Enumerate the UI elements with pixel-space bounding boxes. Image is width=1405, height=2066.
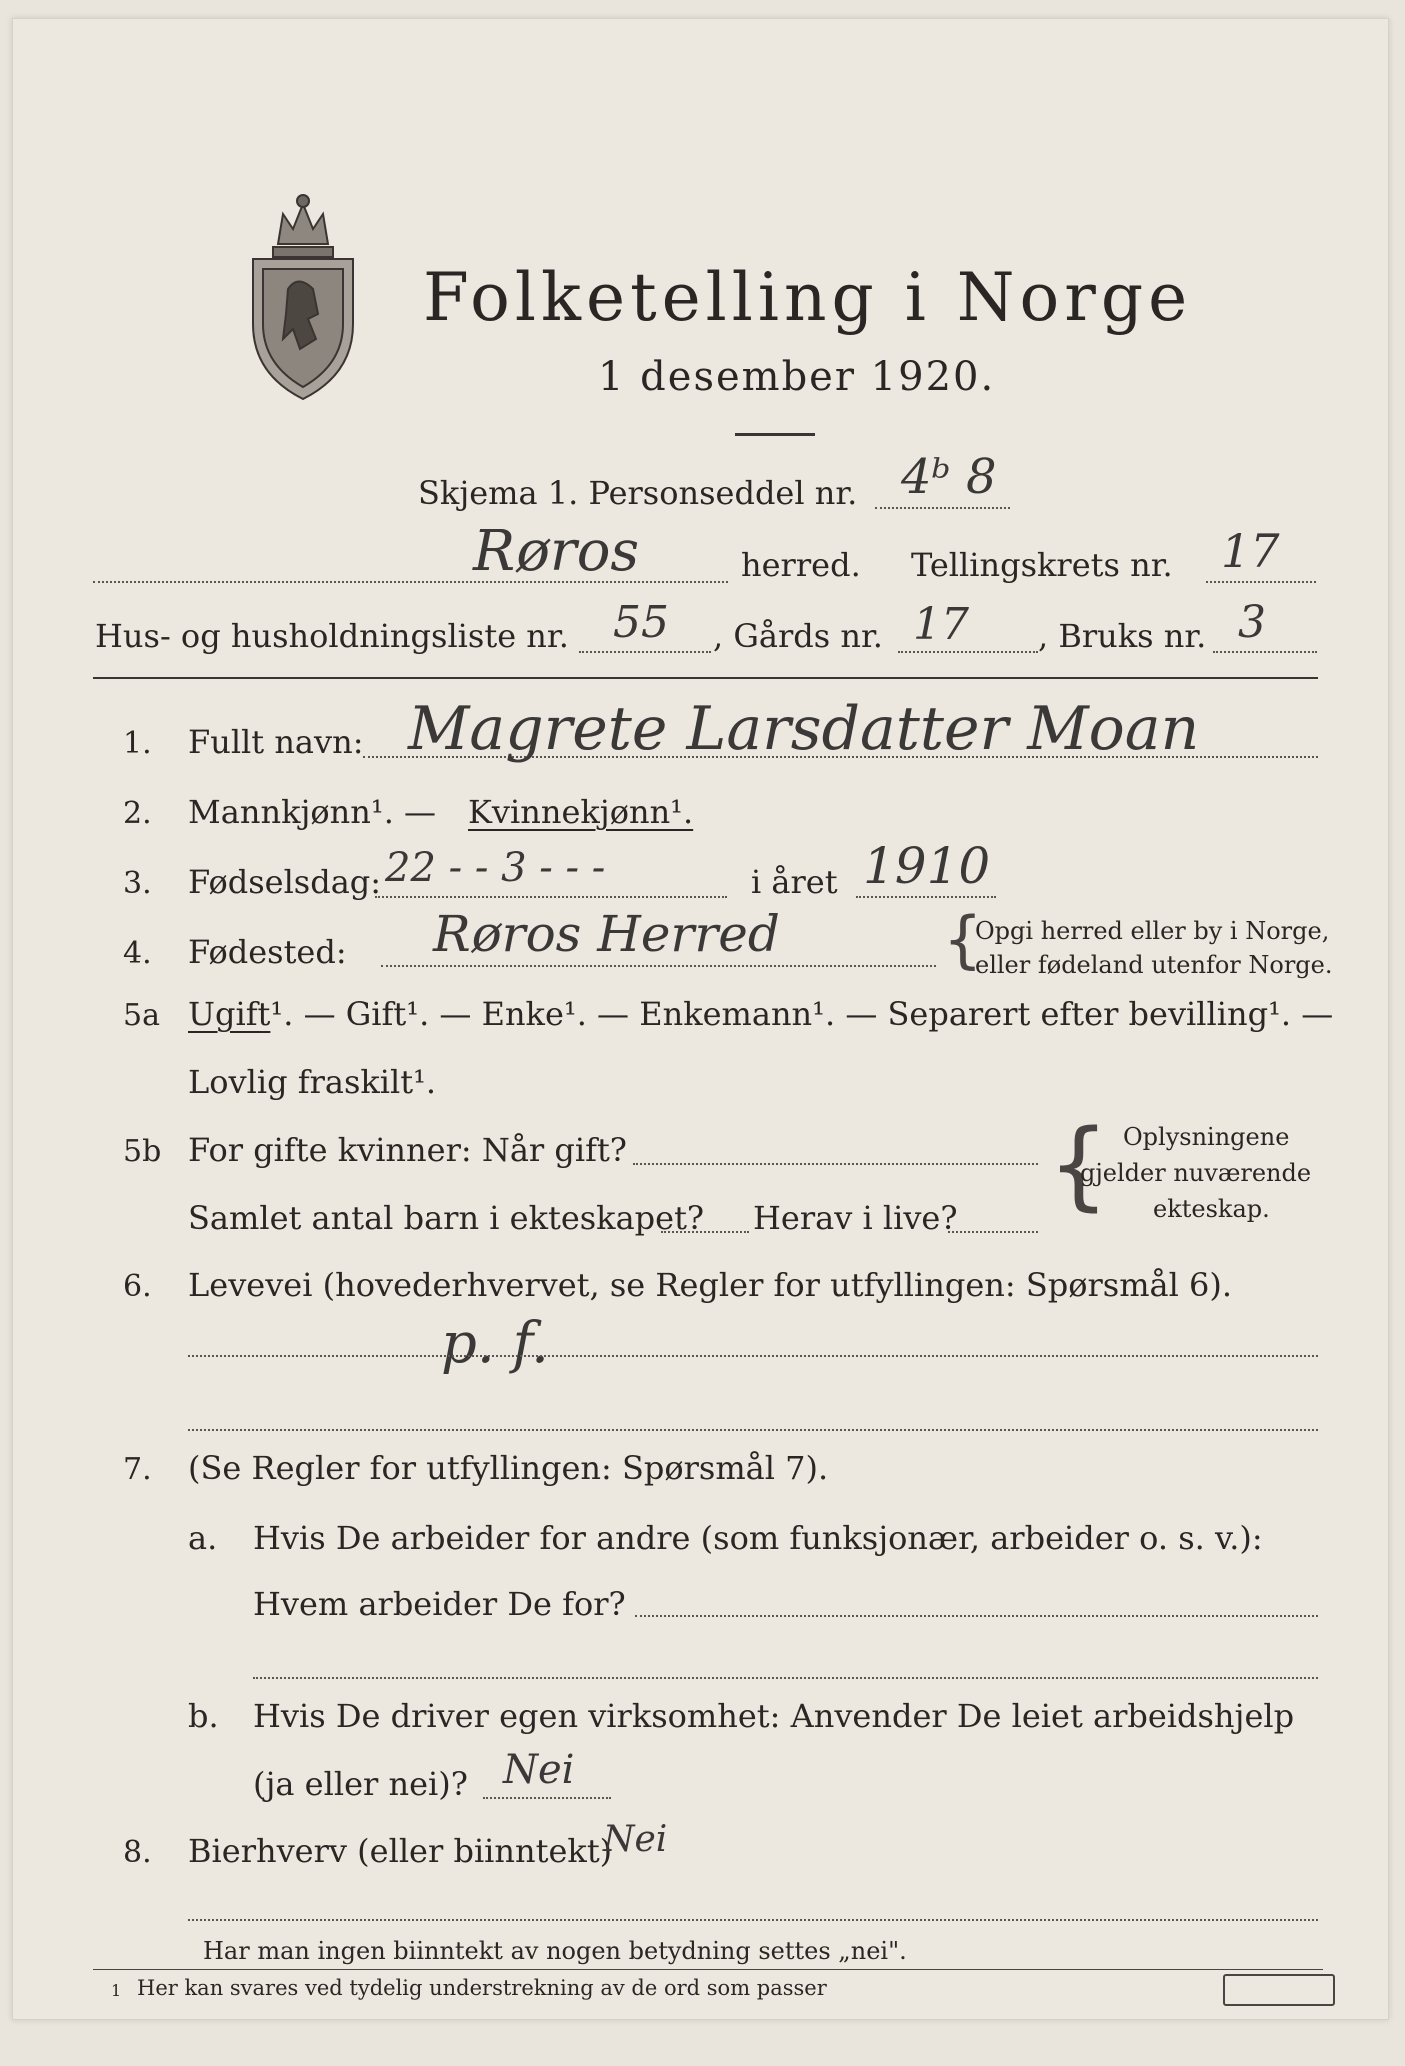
nei-note: Har man ingen biinntekt av nogen betydning settes „nei".: [203, 1937, 907, 1965]
q2-number: 2.: [123, 796, 152, 831]
q7-b-value[interactable]: Nei: [503, 1747, 575, 1793]
schema-label: Skjema 1. Personseddel nr.: [418, 474, 858, 512]
q7-a-line-1: Hvis De arbeider for andre (som funksjonær, arbeider o. s. v.):: [253, 1519, 1263, 1557]
q7-b-number: b.: [188, 1697, 219, 1735]
q5b-label-2: Samlet antal barn i ekteskapet?: [188, 1199, 705, 1237]
page-title: Folketelling i Norge: [423, 259, 1193, 336]
q5b-note-2: gjelder nuværende: [1080, 1159, 1312, 1187]
coat-of-arms-icon: [238, 189, 368, 404]
full-name-value[interactable]: Magrete Larsdatter Moan: [408, 694, 1200, 764]
gards-label: , Gårds nr.: [713, 617, 883, 655]
q5b-number: 5b: [123, 1134, 162, 1169]
gards-line: [898, 651, 1038, 653]
q5b-line-1: [633, 1163, 1038, 1165]
q8-value[interactable]: Nei: [603, 1819, 668, 1860]
q4-label: Fødested:: [188, 933, 347, 971]
q2-female-wrap: [468, 793, 693, 831]
census-form: [12, 18, 1389, 2020]
q7-a-answer-line-2: [253, 1677, 1318, 1679]
bruks-value[interactable]: 3: [1238, 597, 1266, 648]
page-subtitle: 1 desember 1920.: [598, 354, 996, 400]
q7-b-line-1: Hvis De driver egen virksomhet: Anvender De leiet arbeidshjelp: [253, 1697, 1295, 1735]
q5b-note-3: ekteskap.: [1153, 1195, 1270, 1223]
q3-label: Fødselsdag:: [188, 863, 382, 901]
q5a-options: [188, 995, 1333, 1033]
birthplace-value[interactable]: Røros Herred: [433, 905, 780, 963]
herred-label: herred.: [741, 546, 861, 584]
q5b-brace: {: [1048, 1109, 1110, 1221]
q5a-rest: ¹. — Gift¹. — Enke¹. — Enkemann¹. — Separert efter bevilling¹. —: [270, 995, 1334, 1033]
q1-label: Fullt navn:: [188, 723, 364, 761]
q7-b-answer-line: [483, 1797, 611, 1799]
q4-note-2: eller fødeland utenfor Norge.: [975, 951, 1333, 979]
hus-line: [579, 651, 711, 653]
krets-label: Tellingskrets nr.: [911, 546, 1173, 584]
herred-value[interactable]: Røros: [473, 519, 640, 584]
footnote-divider: [93, 1969, 1323, 1970]
gards-value[interactable]: 17: [913, 599, 969, 650]
q8-number: 8.: [123, 1835, 152, 1870]
footnote-text: Her kan svares ved tydelig understrekning av de ord som passer: [137, 1976, 827, 2000]
q7-a-answer-line-1: [635, 1615, 1318, 1617]
q6-line-1: [188, 1355, 1318, 1357]
q5b-label-3: Herav i live?: [753, 1199, 958, 1237]
q8-label: Bierhverv (eller biinntekt): [188, 1832, 613, 1870]
q4-line: [381, 965, 936, 967]
q5b-line-3: [948, 1231, 1038, 1233]
title-divider: [735, 433, 815, 436]
birthdate-value[interactable]: 22 - - 3 - - -: [385, 845, 606, 891]
krets-value[interactable]: 17: [1221, 524, 1280, 578]
schema-value[interactable]: 4ᵇ 8: [901, 449, 997, 505]
q6-label: Levevei (hovederhvervet, se Regler for utfyllingen: Spørsmål 6).: [188, 1266, 1233, 1304]
birth-year-value[interactable]: 1910: [863, 837, 991, 895]
q8-line: [188, 1919, 1318, 1921]
schema-line: [875, 507, 1010, 509]
occupation-value[interactable]: p. f.: [441, 1311, 549, 1376]
bruks-label: , Bruks nr.: [1038, 617, 1207, 655]
q5b-label-1: For gifte kvinner: Når gift?: [188, 1131, 627, 1169]
footnote-mark: 1: [111, 1981, 122, 2000]
q3-line: [375, 896, 727, 898]
q4-brace: {: [943, 903, 983, 976]
hus-label: Hus- og husholdningsliste nr.: [95, 617, 569, 655]
q7-a-line-2: Hvem arbeider De for?: [253, 1585, 626, 1623]
q3-year-line: [856, 896, 996, 898]
q5a-line2: Lovlig fraskilt¹.: [188, 1063, 437, 1101]
q3-year-label: i året: [751, 863, 838, 901]
q2-male: Mannkjønn¹. —: [188, 793, 437, 831]
bruks-line: [1213, 651, 1317, 653]
q7-a-number: a.: [188, 1519, 218, 1557]
hus-value[interactable]: 55: [613, 597, 669, 648]
krets-line: [1206, 581, 1316, 583]
q1-number: 1.: [123, 726, 152, 761]
q7-label: (Se Regler for utfyllingen: Spørsmål 7).: [188, 1449, 829, 1487]
q4-number: 4.: [123, 936, 152, 971]
q3-number: 3.: [123, 866, 152, 901]
q2-female[interactable]: Kvinnekjønn¹.: [468, 793, 694, 831]
q5b-note-1: Oplysningene: [1123, 1123, 1290, 1151]
q7-b-line-2: (ja eller nei)?: [253, 1765, 468, 1803]
q6-line-2: [188, 1429, 1318, 1431]
q5a-ugift[interactable]: Ugift: [188, 995, 271, 1033]
q7-number: 7.: [123, 1452, 152, 1487]
q6-number: 6.: [123, 1269, 152, 1304]
q4-note-1: Opgi herred eller by i Norge,: [975, 917, 1330, 945]
q5a-number: 5a: [123, 998, 160, 1033]
printer-stamp: [1223, 1974, 1335, 2006]
header-divider: [93, 677, 1318, 679]
q5b-line-2: [661, 1231, 749, 1233]
